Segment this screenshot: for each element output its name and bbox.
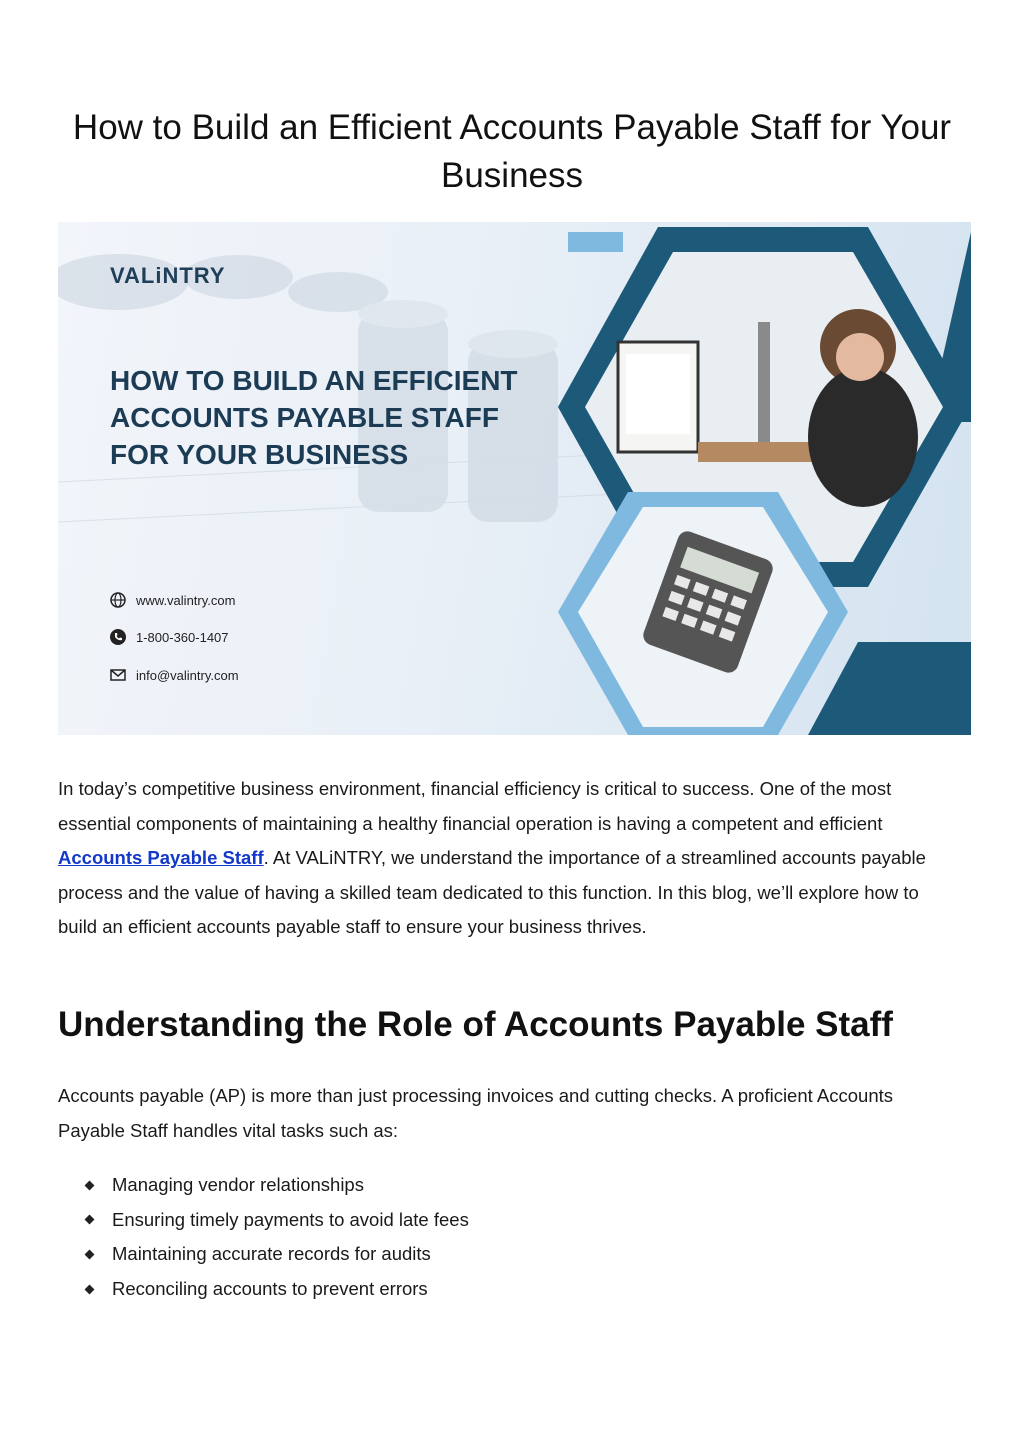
bullet-icon [85,1284,95,1294]
hexagon-photo-collage [58,222,971,735]
globe-icon [110,592,126,608]
list-item [58,1237,469,1272]
accounts-payable-staff-link[interactable]: Accounts Payable Staff [58,847,264,869]
intro-text-start: In today’s competitive business environment, financial efficiency is critical to success. One of the most essential components of maintaining a healthy financial operation is having a competent and efficient [58,778,892,834]
list-item-text: Reconciling accounts to prevent errors [112,1277,428,1299]
contact-website [110,592,235,608]
mail-icon [110,667,126,683]
section-paragraph: Accounts payable (AP) is more than just processing invoices and cutting checks. A proficient Accounts Payable Staff handles vital tasks such as: [58,1085,893,1141]
section-heading: Understanding the Role of Accounts Payable Staff [58,1005,893,1044]
contact-email [110,667,239,683]
phone-icon [110,629,126,645]
list-item [58,1272,469,1307]
list-item-text: Maintaining accurate records for audits [112,1243,431,1265]
list-item [58,1203,469,1238]
list-item-text: Managing vendor relationships [112,1174,364,1195]
list-item-text: Ensuring timely payments to avoid late fees [112,1208,469,1230]
banner-headline: HOW TO BUILD AN EFFICIENT ACCOUNTS PAYABLE STAFF FOR YOUR BUSINESS [110,365,518,470]
intro-text-end: . At VALiNTRY, we understand the importance of a streamlined accounts payable process and the value of having a skilled team dedicated to this function. In this blog, we’ll explore how to build an efficient accounts payable staff to ensure your business thrives. [58,847,926,938]
bullet-icon [85,1215,95,1225]
contact-phone [110,629,229,645]
list-item [58,1168,469,1203]
bullet-icon [85,1250,95,1260]
contact-website-text: www.valintry.com [136,592,236,608]
contact-phone-text: 1-800-360-1407 [136,629,229,645]
intro-paragraph [58,772,958,945]
task-list [58,1168,469,1306]
hero-banner-image [58,222,971,735]
brand-logo: VALiNTRY [110,263,226,288]
bullet-icon [85,1180,95,1190]
contact-email-text: info@valintry.com [136,667,239,683]
page-title: How to Build an Efficient Accounts Payable Staff for Your Business [72,108,952,195]
